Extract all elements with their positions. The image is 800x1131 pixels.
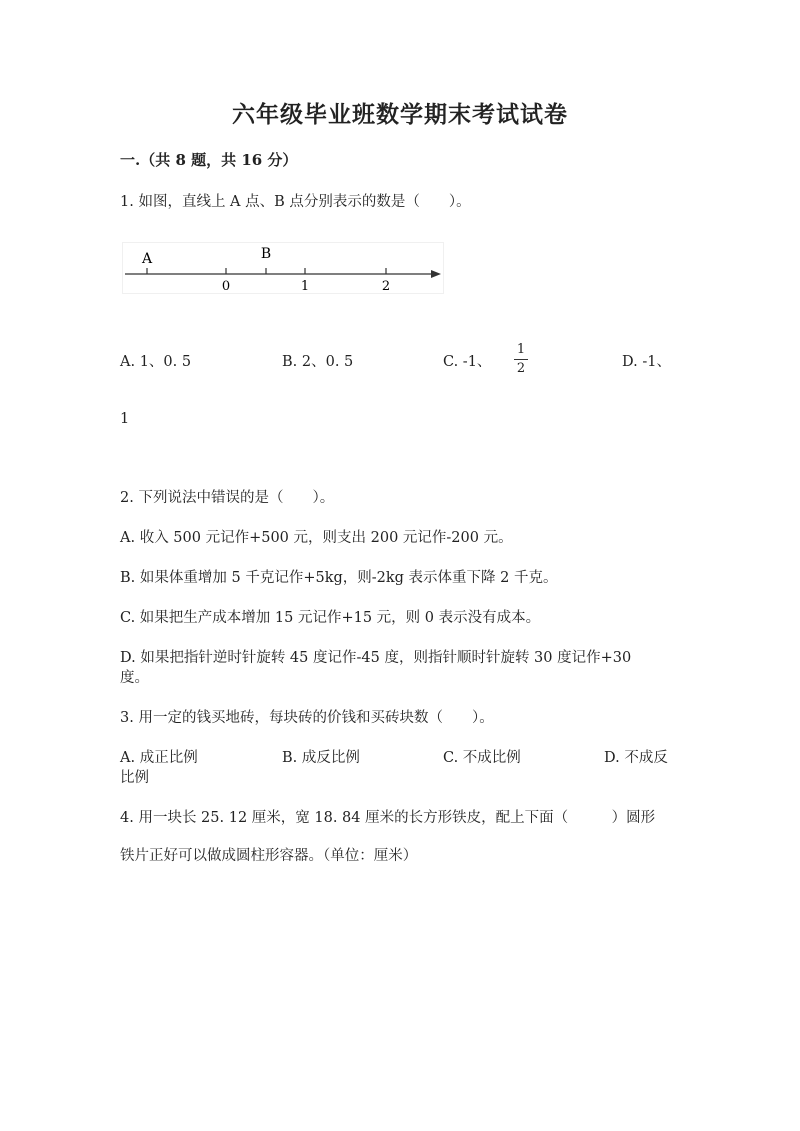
- q3-option-a: A. 成正比例: [120, 750, 198, 766]
- q3-option-b: B. 成反比例: [282, 750, 360, 766]
- q1-option-c: C. -1、: [443, 354, 492, 370]
- question-3-stem: 3. 用一定的钱买地砖，每块砖的价钱和买砖块数（ ）。: [120, 710, 494, 726]
- tick-label-0: 0: [221, 279, 231, 293]
- label-point-b: B: [260, 246, 272, 262]
- number-line-figure: [122, 242, 444, 294]
- q3-option-d: D. 不成反: [604, 750, 668, 766]
- number-line-svg: [123, 243, 443, 293]
- q2-option-b: B. 如果体重增加 5 千克记作+5kg，则-2kg 表示体重下降 2 千克。: [120, 570, 558, 586]
- question-4-stem-line1: 4. 用一块长 25. 12 厘米，宽 18. 84 厘米的长方形铁皮，配上下面（ ）圆形: [120, 810, 656, 826]
- q1-option-d-continued: 1: [120, 411, 130, 427]
- question-1-stem: 1. 如图，直线上 A 点、B 点分别表示的数是（ ）。: [120, 194, 471, 210]
- page-title: 六年级毕业班数学期末考试试卷: [232, 101, 568, 128]
- q1-option-c-fraction: [514, 343, 528, 376]
- tick-label-2: 2: [381, 279, 391, 293]
- fraction-numerator: 1: [516, 342, 526, 357]
- label-point-a: A: [141, 251, 153, 267]
- q2-option-d-line2: 度。: [120, 670, 149, 686]
- q1-option-a: A. 1、0. 5: [120, 354, 192, 370]
- q2-option-d-line1: D. 如果把指针逆时针旋转 45 度记作-45 度，则指针顺时针旋转 30 度记作+30: [120, 650, 632, 666]
- fraction-denominator: 2: [516, 361, 526, 376]
- question-4-stem-line2: 铁片正好可以做成圆柱形容器。（单位：厘米）: [120, 848, 418, 864]
- q3-option-d-continued: 比例: [120, 770, 149, 786]
- arrow-head-icon: [431, 270, 441, 278]
- fraction-bar: [514, 359, 528, 360]
- q2-option-c: C. 如果把生产成本增加 15 元记作+15 元，则 0 表示没有成本。: [120, 610, 541, 626]
- q1-option-d: D. -1、: [622, 354, 671, 370]
- q2-option-a: A. 收入 500 元记作+500 元，则支出 200 元记作-200 元。: [120, 530, 513, 546]
- question-2-stem: 2. 下列说法中错误的是（ ）。: [120, 490, 335, 506]
- section-heading: 一.（共 8 题，共 16 分）: [120, 151, 298, 169]
- q3-option-c: C. 不成比例: [443, 750, 521, 766]
- q1-option-b: B. 2、0. 5: [282, 354, 354, 370]
- tick-label-1: 1: [300, 279, 310, 293]
